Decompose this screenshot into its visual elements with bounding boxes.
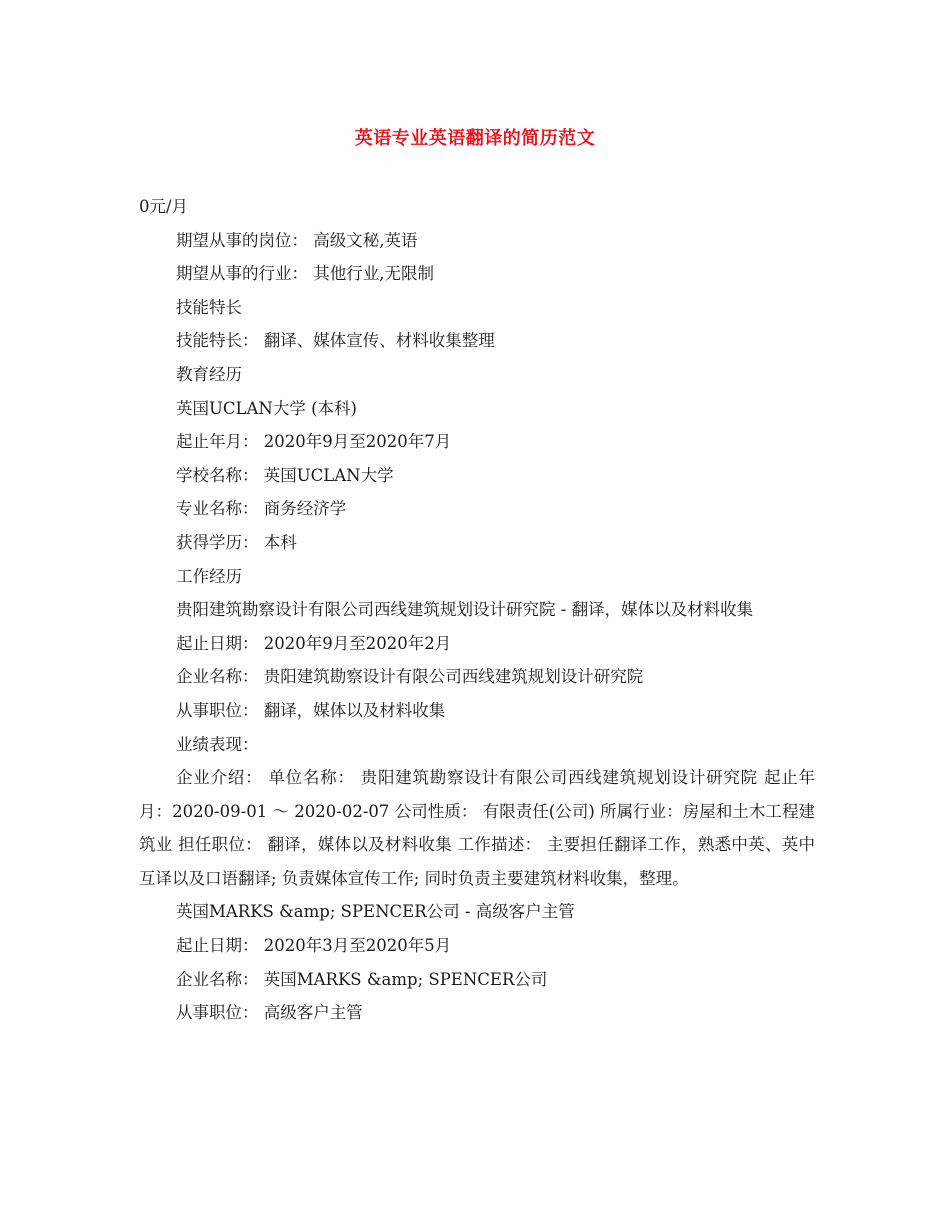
job-2-heading: 英国MARKS &amp; SPENCER公司 - 高级客户主管 — [176, 902, 575, 922]
salary-line: 0元/月 — [139, 197, 189, 216]
job-1-company: 企业名称： 贵阳建筑勘察设计有限公司西线建筑规划设计研究院 — [176, 667, 644, 687]
section-heading-skills: 技能特长 — [176, 297, 242, 317]
document-title: 英语专业英语翻译的简历范文 — [354, 128, 596, 149]
job-1-performance: 业绩表现： — [176, 734, 259, 754]
education-degree: 获得学历： 本科 — [176, 532, 297, 552]
desired-industry: 期望从事的行业： 其他行业,无限制 — [176, 264, 434, 284]
education-dates: 起止年月： 2020年9月至2020年7月 — [176, 432, 452, 452]
job-1-dates: 起止日期： 2020年9月至2020年2月 — [176, 633, 452, 653]
desired-position: 期望从事的岗位： 高级文秘,英语 — [176, 230, 418, 250]
education-school-name: 学校名称： 英国UCLAN大学 — [176, 465, 394, 485]
section-heading-work: 工作经历 — [176, 566, 242, 586]
job-2-dates: 起止日期： 2020年3月至2020年5月 — [176, 936, 452, 956]
job-2-company: 企业名称： 英国MARKS &amp; SPENCER公司 — [176, 969, 548, 989]
education-school-heading: 英国UCLAN大学 (本科) — [176, 398, 357, 418]
job-1-position: 从事职位： 翻译，媒体以及材料收集 — [176, 700, 446, 720]
skills-detail: 技能特长： 翻译、媒体宣传、材料收集整理 — [176, 331, 495, 351]
education-major: 专业名称： 商务经济学 — [176, 499, 347, 519]
document-body — [139, 190, 815, 1030]
section-heading-education: 教育经历 — [176, 364, 242, 384]
job-1-heading: 贵阳建筑勘察设计有限公司西线建筑规划设计研究院 - 翻译，媒体以及材料收集 — [176, 600, 754, 620]
job-2-position: 从事职位： 高级客户主管 — [176, 1003, 363, 1023]
job-1-description: 企业介绍： 单位名称： 贵阳建筑勘察设计有限公司西线建筑规划设计研究院 起止年月：2020-09-01 ～ 2020-02-07 公司性质： 有限责任(公司) 所属行业：房屋和土木工程建筑业 担任职位： 翻译，媒体以及材料收集 工作描述： 主要担任翻译工作，熟悉中英、英中互译以及口语翻译; 负责媒体宣传工作; 同时负责主要建筑材料收集，整理。 — [139, 768, 815, 888]
